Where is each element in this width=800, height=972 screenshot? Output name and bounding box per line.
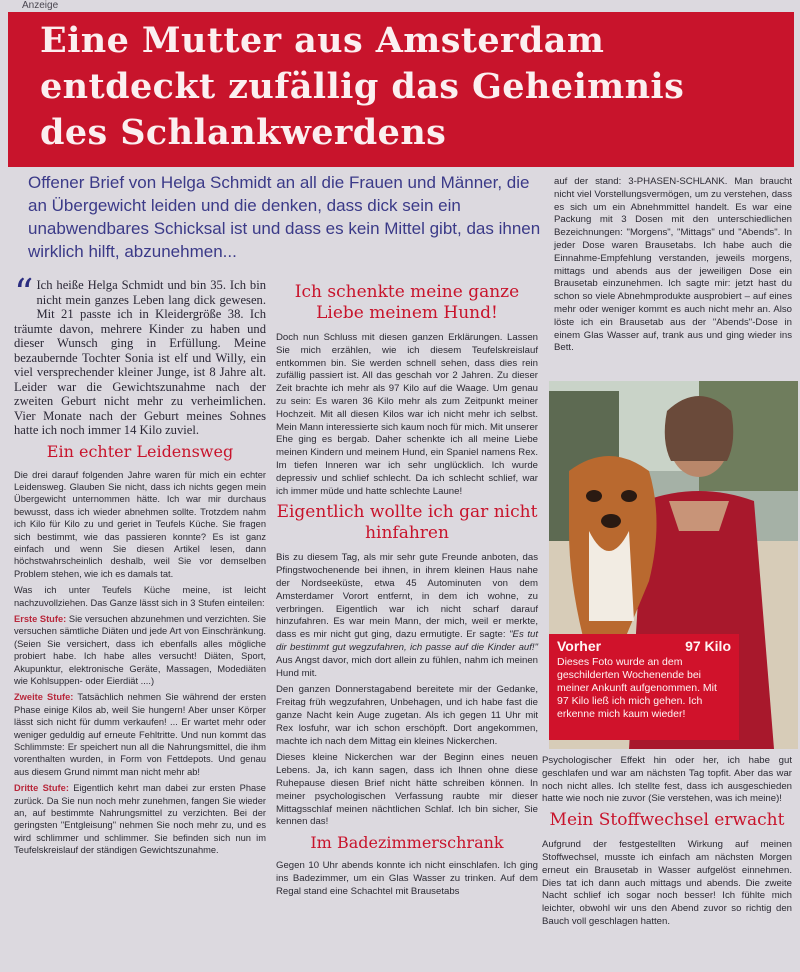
headline-banner [8, 12, 794, 167]
lead-paragraph: Offener Brief von Helga Schmidt an all die Frauen und Männer, die an Übergewicht leiden und die denken, dass dick sein ein unabwendbares Schicksal ist und dass es kein Mittel gibt, das ihnen wirklich hilft, abzunehmen... [28, 173, 541, 261]
article-column-3-bottom [542, 755, 792, 933]
paragraph: auf der stand: 3-PHASEN-SCHLANK. Man braucht nicht viel Vorstellungsvermögen, um zu verstehen, dass es sich um ein Abnehmmittel handelt. Es war eine Packung mit 3 Dosen mit den unterschiedlichen Bezeichnungen: "Morgens", "Mittags" und "Abends". In jeder Dose waren Brausetabs. Ich habe auch die Einnahme-Empfehlung verstanden, jeweils morgens, mittags und abends aus der jeweiligen Dose ein Brausetab einzunehmen. Ich sagte mir: jetzt hast du schon so viele Abnehmprodukte ausprobiert – auf eines mehr oder weniger kommt es auch nicht mehr an. Also löste ich ein Brausetab aus der "Abends"-Dose in einem Glas Wasser auf, trank aus und ging wieder ins Bett. [554, 176, 792, 354]
caption-weight: 97 Kilo [685, 638, 731, 654]
paragraph: Psychologischer Effekt hin oder her, ich habe gut geschlafen und war am nächsten Tag topfit. Aber das war noch nicht alles. Ich stellte fest, dass ich ausgeschieden hatte wie noch nie zuvor (Sie verstehen, was ich meine)! [542, 755, 792, 805]
subheading-hinfahren: Eigentlich wollte ich gar nicht hinfahren [276, 502, 538, 544]
article-column-1 [14, 271, 267, 861]
paragraph: Die drei darauf folgenden Jahre waren für mich ein echter Leidensweg. Glauben Sie nicht, dass ich nichts gegen mein Übergewicht unternommen hätte. Ich war mir durchaus bewusst, dass ich wieder abnehmen sollte. Trotzdem nahm ich Kilo für Kilo zu und geriet in Teufels Küche. Sie fragen sich bestimmt, wie das passieren konnte? Es ist ganz einfach und wenn Sie diesen Artikel lesen, dann höchstwahrscheinlich deshalb, weil Sie vor demselben Problem stehen, wie ich es damals tat. [14, 469, 266, 579]
stage-text: Sie versuchen abzunehmen und verzichten. Sie versuchen sämtliche Diäten und jede Art von Einschränkung. (Seien Sie versichert, dass ich ebenfalls alles mögliche probiert habe. Ich habe alles versucht! Diäten, Sport, Akupunktur, elektronische Geräte, Massagen, Modediäten wie Kohlsuppen- oder Eierdiät ....) [14, 613, 267, 686]
caption-text: Dieses Foto wurde an dem geschilderten Wochenende bei meiner Ankunft aufgenommen. Mit 97 Kilo ließ ich mich gehen. Ich erkenne mich kaum wieder! [557, 656, 717, 720]
headline-line-2: entdeckt zufällig das Geheimnis [40, 66, 685, 107]
headline-line-3: des Schlankwerdens [40, 112, 447, 153]
subheading-badezimmer: Im Badezimmerschrank [310, 833, 504, 853]
stage-label: Erste Stufe: [14, 613, 67, 624]
headline [40, 18, 766, 156]
stage-paragraph-3 [14, 782, 266, 856]
article-column-3 [554, 176, 792, 359]
paragraph: Aufgrund der festgestellten Wirkung auf meinen Stoffwechsel, musste ich einfach am nächsten Morgen erneut ein Brausetab in Wasser aufgelöst einnehmen. Dies tat ich dann auch mittags und abends. Die zweite Nacht schlief ich sogar noch besser! Ich fühlte mich leichter, obwohl wir uns den Abend zuvor so richtig den Bauch voll geschlagen hatten. [542, 839, 792, 927]
paragraph: Doch nun Schluss mit diesen ganzen Erklärungen. Lassen Sie mich erzählen, wie ich diesem Teufelskreislauf entkommen bin. Sie werden schnell sehen, dass dies rein zufällig passiert ist. All das geschah vor 2 Jahren. Zu dieser Zeit brachte ich mehr als 97 Kilo auf die Waage. Um genau zu sein: Es waren 36 Kilo mehr als zum Zeitpunkt meiner Hochzeit. Mit all diesen Kilos war ich nicht mehr ich selbst. Mein Mann interessierte sich kaum noch für mich. Mit unserer Ehe ging es bergab. Daher schenkte ich all meine Liebe meinen Kindern und meinem Hund, ein Spaniel namens Rex. Im tiefen Inneren war ich sehr unglücklich. Ich wurde depressiv und schlief schlecht. Da ich schlecht schlief, war ich immer müde und hatte schlechte Laune! [276, 332, 538, 497]
article-column-2 [276, 278, 538, 902]
paragraph-text: Bis zu diesem Tag, als mir sehr gute Freunde anboten, das Pfingstwochenende bei ihnen, in ihrem kleinen Haus nahe der Nordseeküste, etwa 45 Autominuten von dem Amsterdamer Vorort entfernt, in dem ich wohne, zu verbringen. Eigentlich war ich nicht scharf darauf hinzufahren. Es war mein Mann, der mich, weil er merkte, dass es mir nicht gut ging, dazu ermutigte. Er sagte: [276, 552, 538, 641]
stage-paragraph-2 [14, 691, 266, 778]
paragraph: Gegen 10 Uhr abends konnte ich nicht einschlafen. Ich ging ins Badezimmer, um ein Glas Wasser zu trinken. Auf dem Regal stand eine Schachtel mit Brausetabs [276, 860, 538, 897]
stage-text: Tatsächlich nehmen Sie während der ersten Phase einige Kilos ab, weil Sie hungern! Aber unser Körper lässt sich nicht für dumm verkaufen! ... Er wartet mehr oder weniger geduldig auf erneute Fehltritte. Und nun kommt das Schlimmste: Er speichert nun all die Nahrungsmittel, die ihm vorenthalten wurden, in Form von Fettdepots. Und genau aus diesem Grund nimmt man nicht mehr ab! [14, 692, 266, 777]
intro-text: Ich heiße Helga Schmidt und bin 35. Ich bin nicht mein ganzes Leben lang dick gewesen. Mit 21 passte ich in Kleidergröße 38. Ich träumte davon, mehrere Kinder zu haben und dieser Wunsch ging in Erfüllung. Meine bezaubernde Tochter Sonia ist elf und Willy, ein viel versprechender kleiner Junge, ist 8 Jahre alt. Leider war die Gewichtszunahme nach der zweiten Geburt nicht mehr zu verheimlichen. Vier Monate nach der Geburt meines Sohnes hatte ich noch immer 14 Kilo zuviel. [14, 278, 266, 437]
subheading-leidensweg: Ein echter Leidensweg [46, 441, 234, 461]
paragraph: Was ich unter Teufels Küche meine, ist leicht nachzuvollziehen. Das Ganze lässt sich in 3 Stufen einteilen: [14, 585, 266, 608]
subheading-hund: Ich schenkte meine ganze Liebe meinem Hund! [294, 282, 520, 323]
intro-paragraph [14, 271, 266, 438]
subheading-stoffwechsel: Mein Stoffwechsel erwacht [549, 810, 785, 831]
quote-mark: “ [14, 271, 34, 315]
stage-label: Zweite Stufe: [14, 692, 74, 703]
paragraph [276, 552, 538, 680]
paragraph: Den ganzen Donnerstagabend bereitete mir der Gedanke, Freitag früh wegzufahren, Unbehagen, und ich habe fast die ganze Nacht kein Auge zugetan. Als ich gegen 11 Uhr mit Rex losfuhr, war ich schon erschöpft. Dort angekommen, machte ich nach dem Mittag ein kleines Nickerchen. [276, 684, 538, 747]
quote-text: "Es tut dir bestimmt gut wegzufahren, ich passe auf die Kinder auf!" [276, 629, 538, 653]
headline-line-1: Eine Mutter aus Amsterdam [40, 20, 605, 61]
stage-paragraph-1 [14, 613, 266, 687]
stage-text: Eigentlich kehrt man dabei zur ersten Phase zurück. Da Sie nun noch mehr zunehmen, fangen Sie wieder an, auf bestimmte Nahrungsmittel zu verzichten. Bei der geringsten "Entgleisung" nehmen Sie noch mehr zu, und es wird schlimmer und schlimmer. Sie befinden sich nun im Teufelskreislauf der ständigen Gewichtszunahme. [14, 783, 266, 856]
paragraph: Dieses kleine Nickerchen war der Beginn eines neuen Lebens. Ja, ich kann sagen, dass ich Ihnen ohne diese Ruhepause diesen Brief nicht hätte schreiben können. In meiner psychologischen Verfassung raubte mir dieser Mittagsschlaf meinen nächtlichen Schlaf. Ich bin sicher, Sie kennen das! [276, 752, 538, 828]
paragraph-text: Aus Angst davor, mich dort allein zu fühlen, nahm ich meinen Hund mit. [276, 654, 538, 679]
caption-header [557, 638, 731, 654]
stage-label: Dritte Stufe: [14, 783, 69, 794]
caption-label: Vorher [557, 638, 602, 654]
photo-caption [549, 634, 739, 740]
ad-label: Anzeige [22, 0, 59, 11]
